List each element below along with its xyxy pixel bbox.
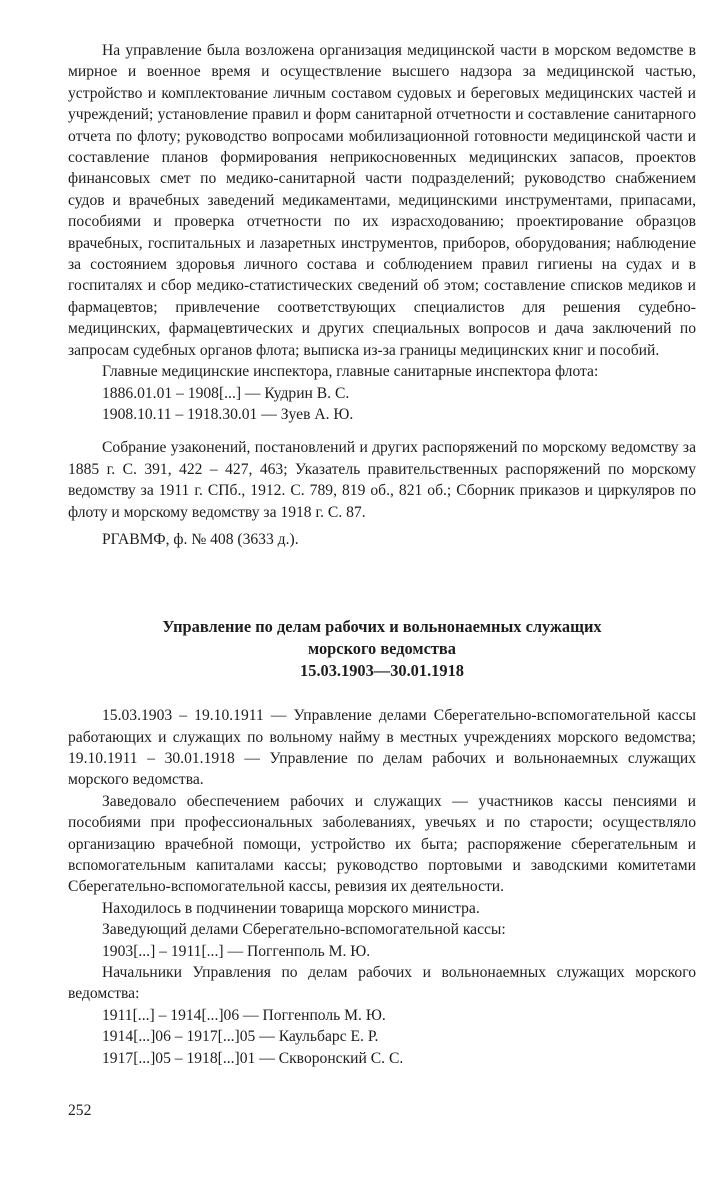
- section-title-line: морского ведомства: [308, 638, 456, 658]
- document-page: [68, 40, 696, 1069]
- page-number: 252: [68, 1102, 92, 1119]
- references-paragraph: Собрание узаконений, постановлений и других распоряжений по морскому ведомству за 1885 г. С. 391, 422 – 427, 463; Указатель правительственных распоряжений по морскому ведомству за 1911 г. СПб., 1912. С. 789, 819 об., 821 об.; Сборник приказов и циркуляров по флоту и морскому ведомству за 1918 г. С. 87.: [68, 439, 696, 521]
- section-body: [68, 705, 696, 1069]
- manager-entry: 1903[...] – 1911[...] — Поггенполь М. Ю.: [102, 942, 371, 960]
- subordination-paragraph: Находилось в подчинении товарища морского министра.: [102, 899, 480, 917]
- functions-paragraph: Заведовало обеспечением рабочих и служащих — участников кассы пенсиями и пособиями при профессиональных заболеваниях, увечьях и по старости; осуществляло организацию врачебной помощи, устройство их быта; распоряжение сберегательным и вспомогательным капиталами кассы; руководство портовыми и заводскими комитетами Сберегательно-вспомогательной кассы, ревизия их деятельности.: [68, 792, 696, 896]
- medical-duties-paragraph: На управление была возложена организация медицинской части в морском ведомстве в мирное и военное время и осуществление высшего надзора за медицинской частью, устройство и комплектование личным составом судовых и береговых медицинских частей и учреждений; установление правил и форм санитарной отчетности и составление санитарного отчета по флоту; руководство вопросами мобилизационной готовности медицинской части и составление планов формирования неприкосновенных медицинских запасов, проектов финансовых смет по медико-санитарной части подразделений; руководство снабжением судов и врачебных заведений медикаментами, медицинскими инструментами, припасами, пособиями и проверка отчетности по их израсходованию; проектирование образцов врачебных, госпитальных и лазаретных инструментов, приборов, оборудования; наблюдение за состоянием здоровья личного состава и соблюдением правил гигиены на судах и в госпиталях и сбор медико-статистических сведений об этом; составление списков медиков и фармацевтов; привлечение соответствующих специалистов для решения судебно-медицинских, фармацевтических и других специальных вопросов и дача заключений по запросам судебных органов флота; выписка из-за границы медицинских книг и пособий.: [68, 42, 696, 359]
- chief-entry: 1911[...] – 1914[...]06 — Поггенполь М. Ю.: [102, 1006, 386, 1024]
- section-title: [68, 616, 696, 681]
- inspectors-heading: Главные медицинские инспектора, главные санитарные инспектора флота:: [102, 363, 599, 381]
- chiefs-heading: Начальники Управления по делам рабочих и вольнонаемных служащих морского ведомства:: [68, 964, 696, 1003]
- section-title-line: Управление по делам рабочих и вольнонаемных служащих: [162, 617, 602, 637]
- history-paragraph: 15.03.1903 – 19.10.1911 — Управление делами Сберегательно-вспомогательной кассы работающих и служащих по вольному найму в местных учреждениях морского ведомства; 19.10.1911 – 30.01.1918 — Управление по делам рабочих и вольнонаемных служащих морского ведомства.: [68, 707, 696, 789]
- inspector-entry: 1886.01.01 – 1908[...] — Кудрин В. С.: [102, 384, 350, 402]
- chief-entry: 1917[...]05 – 1918[...]01 — Скворонский С. С.: [102, 1049, 404, 1067]
- archive-reference: РГАВМФ, ф. № 408 (3633 д.).: [102, 530, 299, 548]
- managers-heading: Заведующий делами Сберегательно-вспомогательной кассы:: [102, 921, 506, 939]
- chief-entry: 1914[...]06 – 1917[...]05 — Каульбарс Е. Р.: [102, 1028, 379, 1046]
- section-title-dates: 15.03.1903—30.01.1918: [300, 660, 464, 680]
- inspector-entry: 1908.10.11 – 1918.30.01 — Зуев А. Ю.: [102, 405, 354, 423]
